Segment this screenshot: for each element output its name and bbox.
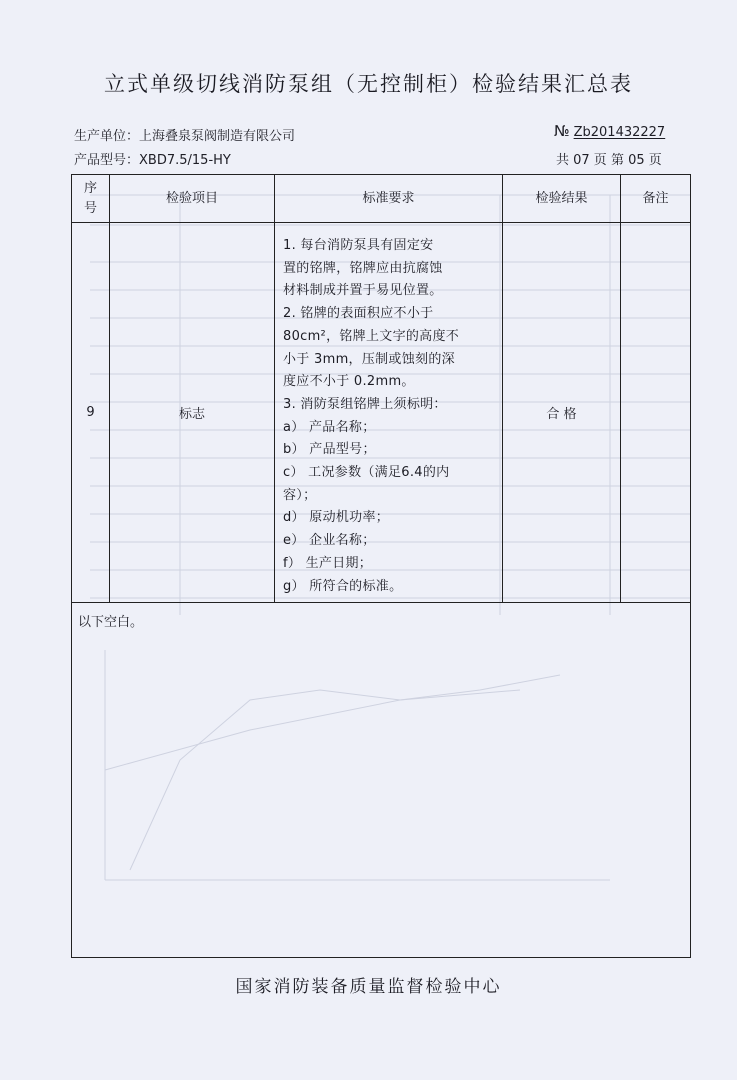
model-info xyxy=(74,149,231,168)
requirement-line: e） 企业名称； xyxy=(283,533,376,549)
producer-value: 上海叠泉泵阀制造有限公司 xyxy=(139,129,296,144)
requirement-line: c） 工况参数（满足6.4的内 xyxy=(283,465,450,481)
model-label: 产品型号： xyxy=(74,153,140,168)
report-number-value: Zb201432227 xyxy=(573,125,666,140)
inspection-table xyxy=(71,174,691,958)
requirement-line: a） 产品名称； xyxy=(283,419,376,435)
row-remark xyxy=(621,223,691,603)
header-seq-text: 序号 xyxy=(83,180,97,216)
requirement-line: 小于 3mm，压制或蚀刻的深 xyxy=(283,351,455,367)
header-result: 检验结果 xyxy=(503,175,621,223)
number-sign: № xyxy=(554,122,570,140)
report-number xyxy=(554,122,665,140)
below-blank-note: 以下空白。 xyxy=(78,615,144,631)
row-result: 合 格 xyxy=(503,223,621,603)
requirement-line: g） 所符合的标准。 xyxy=(283,578,403,594)
header-seq xyxy=(72,175,110,223)
producer-info xyxy=(74,125,295,144)
requirement-line: f） 生产日期； xyxy=(283,555,373,571)
row-requirement xyxy=(275,223,503,603)
requirement-line: 3. 消防泵组铭牌上须标明： xyxy=(283,396,447,412)
requirement-line: 1. 每台消防泵具有固定安 xyxy=(283,238,434,253)
header-item: 检验项目 xyxy=(110,175,275,223)
table-row xyxy=(72,223,691,603)
blank-remainder-row xyxy=(72,603,691,958)
blank-area xyxy=(72,603,691,958)
issuing-organization: 国家消防装备质量监督检验中心 xyxy=(235,977,502,997)
model-value: XBD7.5/15-HY xyxy=(139,153,231,168)
producer-label: 生产单位： xyxy=(74,129,140,144)
document-title: 立式单级切线消防泵组（无控制柜）检验结果汇总表 xyxy=(104,72,633,96)
requirement-line: 80cm²，铭牌上文字的高度不 xyxy=(283,328,460,344)
requirement-line: 容）； xyxy=(283,487,317,503)
requirement-line: d） 原动机功率； xyxy=(283,510,390,526)
requirement-line: 置的铭牌，铭牌应由抗腐蚀 xyxy=(283,260,443,276)
header-requirement: 标准要求 xyxy=(275,175,503,223)
requirement-line: b） 产品型号； xyxy=(283,442,376,458)
table-header-row xyxy=(72,175,691,223)
row-seq: 9 xyxy=(72,223,110,603)
requirement-line: 2. 铭牌的表面积应不小于 xyxy=(283,306,434,322)
requirement-line: 材料制成并置于易见位置。 xyxy=(283,283,443,299)
header-remark: 备注 xyxy=(621,175,691,223)
page-info: 共 07 页 第 05 页 xyxy=(556,153,662,168)
requirement-line: 度应不小于 0.2mm。 xyxy=(283,374,415,390)
row-item: 标志 xyxy=(110,223,275,603)
